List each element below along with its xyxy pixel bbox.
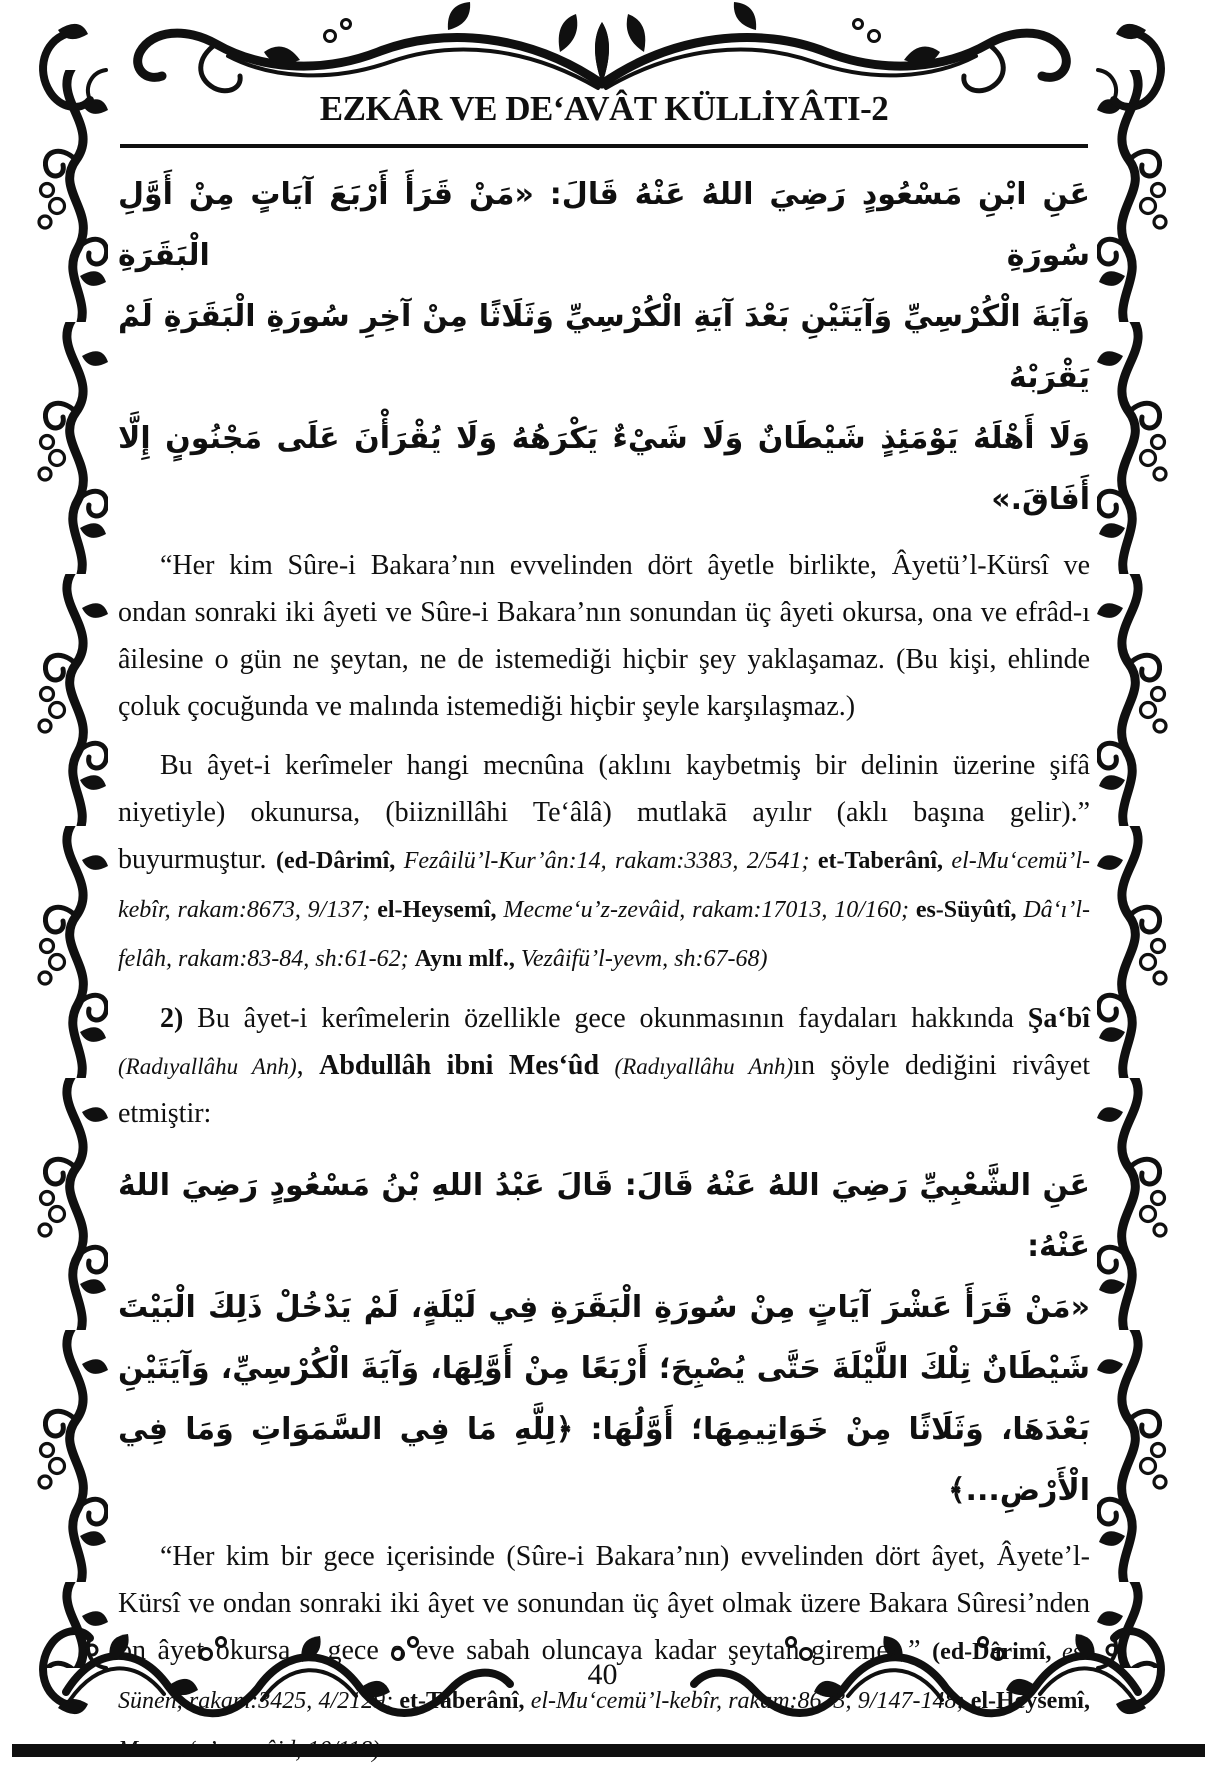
- arabic-line: عَنِ ابْنِ مَسْعُودٍ رَضِيَ اللهُ عَنْهُ قَالَ: «مَنْ قَرَأَ أَرْبَعَ آيَاتٍ مِنْ أَوَّلِ سُورَةِ الْبَقَرَةِ: [118, 177, 1090, 273]
- page-number: 40: [587, 1658, 618, 1691]
- arabic-line: بَعْدَهَا، وَثَلَاثًا مِنْ خَوَاتِيمِهَا؛ أَوَّلُهَا: ﴿لِلَّهِ مَا فِي السَّمَوَاتِ وَمَا فِي الْأَرْضِ...﴾: [118, 1412, 1090, 1508]
- section-2-intro-paragraph: 2) Bu âyet-i kerîmelerin özellikle gece okunmasının faydaları hakkında Şa‘bî (Radıyallâhu Anh), Abdullâh ibni Mes‘ûd (Radıyallâhu Anh)ın şöyle dediğini rivâyet etmiştir:: [118, 1003, 1091, 1129]
- arabic-line: وَلَا أَهْلَهُ يَوْمَئِذٍ شَيْطَانٌ وَلَا شَيْءٌ يَكْرَهُهُ وَلَا يُقْرَأْنَ عَلَى مَجْنُونٍ إِلَّا أَفَاقَ.»: [118, 421, 1090, 517]
- arabic-line: وَآيَةَ الْكُرْسِيِّ وَآيَتَيْنِ بَعْدَ آيَةِ الْكُرْسِيِّ وَثَلَاثًا مِنْ آخِرِ سُورَةِ الْبَقَرَةِ لَمْ يَقْرَبْهُ: [118, 299, 1090, 395]
- arabic-line: شَيْطَانٌ تِلْكَ اللَّيْلَةَ حَتَّى يُصْبِحَ؛ أَرْبَعًا مِنْ أَوَّلِهَا، وَآيَةَ الْكُرْسِيِّ، وَآيَتَيْنِ: [118, 1351, 1090, 1386]
- page-title: EZKÂR VE DE‘AVÂT KÜLLİYÂTI-2: [319, 89, 889, 128]
- translation-paragraph-3-with-citation: “Her kim bir gece içerisinde (Sûre-i Bakara’nın) evvelinden dört âyet, Âyete’l-Kürsî ve ondan sonraki iki âyet ve sonundan üç âyet olmak üzere Bakara Sûresi’nden on âyet okursa o gece o eve sabah oluncaya kadar şeytan giremez.” (ed-Dârimî, es-Sünen, rakam:3425, 4/2129; et-Taberânî, el-Mu‘cemü’l-kebîr, rakam:8673, 9/147-148; el-Heysemî, Mecma‘u’z-zevâid, 10/118): [118, 1541, 1091, 1763]
- left-scroll-border: [30, 70, 108, 1668]
- arabic-line: «مَنْ قَرَأَ عَشْرَ آيَاتٍ مِنْ سُورَةِ الْبَقَرَةِ فِي لَيْلَةٍ، لَمْ يَدْخُلْ ذَلِكَ الْبَيْتَ: [118, 1290, 1090, 1325]
- translation-paragraph-1: “Her kim Sûre-i Bakara’nın evvelinden dört âyetle birlikte, Âyetü’l-Kürsî ve ondan sonraki iki âyeti ve Sûre-i Bakara’nın sonundan üç âyeti okursa, ona ve efrâd-ı âilesine o gün ne şeytan, ne de istemediği hiçbir şey yaklaşamaz. (Bu kişi, ehlinde çoluk çocuğunda ve malında istemediği hiçbir şeyle karşılaşmaz.): [118, 550, 1090, 722]
- arabic-hadith-block-1: [118, 164, 1090, 530]
- arabic-line: عَنِ الشَّعْبِيِّ رَضِيَ اللهُ عَنْهُ قَالَ: قَالَ عَبْدُ اللهِ بْنُ مَسْعُودٍ رَضِيَ اللهُ عَنْهُ:: [118, 1168, 1090, 1264]
- arabic-hadith-block-2: [118, 1155, 1090, 1521]
- page-content: [118, 86, 1090, 1766]
- right-scroll-border: [1097, 70, 1175, 1668]
- title-divider: [120, 144, 1088, 148]
- translation-paragraph-2-with-citation: Bu âyet-i kerîmeler hangi mecnûna (aklını kaybetmiş bir delinin üzerine şifâ niyetiyle) okunursa, (biiznillâhi Te‘âlâ) mutlakā ayılır (aklı başına gelir).” buyurmuştur. (ed-Dârimî, Fezâilü’l-Kur’ân:14, rakam:3383, 2/541; et-Taberânî, el-Mu‘cemü’l-kebîr, rakam:8673, 9/137; el-Heysemî, Mecme‘u’z-zevâid, rakam:17013, 10/160; es-Süyûtî, Dâ‘ı’l-felâh, rakam:83-84, sh:61-62; Aynı mlf., Vezâifü’l-yevm, sh:67-68): [118, 750, 1091, 972]
